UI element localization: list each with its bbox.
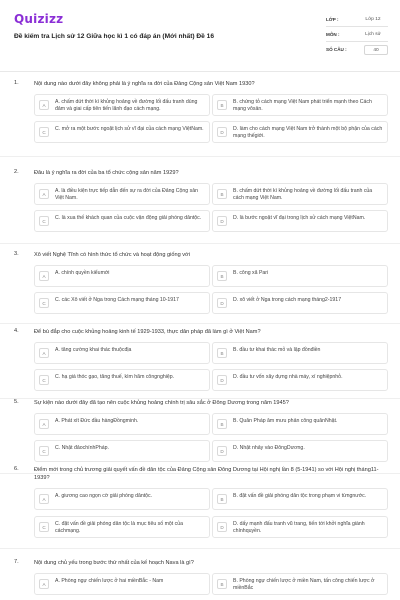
option-text: A. giương cao ngọn cờ giải phóng dântộc. xyxy=(55,493,153,499)
option-letter-c: C xyxy=(39,375,49,385)
option-b[interactable] xyxy=(212,183,388,205)
meta-class-label: LỚP : xyxy=(326,16,339,22)
option-text: D. là bước ngoặt vĩ đại trong lịch sử cách mạng ViệtNam. xyxy=(233,215,366,221)
question-divider xyxy=(0,323,400,324)
option-b[interactable] xyxy=(212,342,388,364)
option-text: B. Quân Pháp âm mưu phản công quânNhật. xyxy=(233,418,338,424)
question-number: 2. xyxy=(14,169,19,175)
option-text: D. làm cho cách mạng Việt Nam trở thành một bộ phận của cách mạng thếgiới. xyxy=(233,126,383,139)
option-text: B. chứng tỏ cách mạng Việt Nam phát triển mạnh theo Cách mạng vôsản. xyxy=(233,99,372,112)
question-divider xyxy=(0,156,400,157)
quizizz-logo[interactable]: Quizizz xyxy=(14,12,64,26)
question-number: 7. xyxy=(14,559,19,565)
option-letter-b: B xyxy=(217,189,227,199)
option-b[interactable] xyxy=(212,488,388,510)
option-c[interactable] xyxy=(34,440,210,462)
option-letter-b: B xyxy=(217,419,227,429)
meta-subject-row xyxy=(326,27,388,42)
option-a[interactable] xyxy=(34,183,210,205)
option-letter-d: D xyxy=(217,127,227,137)
option-letter-d: D xyxy=(217,522,227,532)
question-number: 6. xyxy=(14,466,19,472)
option-d[interactable] xyxy=(212,369,388,391)
option-c[interactable] xyxy=(34,369,210,391)
option-text: C. đặt vấn đề giải phóng dân tộc là mục tiêu số một của cáchmạng. xyxy=(55,521,184,534)
option-text: B. đặt vấn đề giải phóng dân tộc trong phạm vi từngnước. xyxy=(233,493,367,499)
option-c[interactable] xyxy=(34,516,210,538)
option-b[interactable] xyxy=(212,413,388,435)
option-a[interactable] xyxy=(34,94,210,116)
option-text: B. công xã Pari xyxy=(233,270,269,276)
option-text: C. là xua thế khách quan của cuộc vận động giải phóng dântộc. xyxy=(55,215,202,221)
question-number: 4. xyxy=(14,328,19,334)
option-letter-a: A xyxy=(39,100,49,110)
header-divider xyxy=(0,71,400,72)
option-a[interactable] xyxy=(34,573,210,595)
option-text: A. là điều kiện trực tiếp dẫn đến sự ra đời của Đảng Cộng sản Việt Nam. xyxy=(55,188,198,201)
meta-class-row xyxy=(326,12,388,27)
question-number: 3. xyxy=(14,251,19,257)
option-text: A. Phát xít Đức đầu hàngĐồngminh. xyxy=(55,418,139,424)
meta-class-value: Lớp 12 xyxy=(365,16,381,22)
option-b[interactable] xyxy=(212,573,388,595)
option-d[interactable] xyxy=(212,292,388,314)
meta-count-label: SỐ CÂU : xyxy=(326,47,347,52)
question-divider xyxy=(0,548,400,549)
option-letter-c: C xyxy=(39,446,49,456)
option-text: B. đầu tư khai thác mỏ và lập đồnđiền xyxy=(233,347,321,353)
option-text: C. mở ra một bước ngoặt lịch sử vĩ đại của cách mạng ViệtNam. xyxy=(55,126,204,132)
option-a[interactable] xyxy=(34,342,210,364)
option-b[interactable] xyxy=(212,265,388,287)
option-letter-d: D xyxy=(217,446,227,456)
option-text: C. hạ giá thóc gạo, tăng thuế, kìm hãm côngnghiệp. xyxy=(55,374,175,380)
question-text: Xô viết Nghệ Tĩnh có hình thức tổ chức và hoạt động giống với xyxy=(34,252,190,258)
option-text: B. chấm dứt thời kì khủng hoảng về đường lối đấu tranh của cách mạng Việt Nam. xyxy=(233,188,373,201)
option-d[interactable] xyxy=(212,210,388,232)
option-d[interactable] xyxy=(212,121,388,143)
document-meta xyxy=(326,12,388,57)
question-text: Sự kiện nào dưới đây đã tạo nên cuộc khủng hoảng chính trị sâu sắc ở Đông Dương trong năm 1945? xyxy=(34,400,289,406)
option-letter-a: A xyxy=(39,189,49,199)
option-letter-c: C xyxy=(39,298,49,308)
option-letter-c: C xyxy=(39,216,49,226)
option-letter-b: B xyxy=(217,348,227,358)
option-letter-c: C xyxy=(39,127,49,137)
option-c[interactable] xyxy=(34,210,210,232)
option-text: D. dấy mạnh đấu tranh vũ trang, tiến tới khởi nghĩa giành chínhquyền. xyxy=(233,521,365,534)
option-letter-b: B xyxy=(217,100,227,110)
option-text: C. Nhật đảochínhPháp. xyxy=(55,445,109,451)
question-divider xyxy=(0,243,400,244)
option-text: A. chấm dứt thời kì khủng hoảng về đường lối đấu tranh dùng đảm và giai cấp tiên tiến lãnh đạo cách mạng. xyxy=(55,99,198,112)
question-text: Đâu là ý nghĩa ra đời của ba tổ chức cộng sản năm 1929? xyxy=(34,170,179,176)
meta-count-row xyxy=(326,42,388,57)
option-b[interactable] xyxy=(212,94,388,116)
option-letter-a: A xyxy=(39,348,49,358)
option-text: D. đầu tư vốn xây dựng nhà máy, xí nghiệpnhỏ. xyxy=(233,374,343,380)
option-a[interactable] xyxy=(34,265,210,287)
option-letter-b: B xyxy=(217,579,227,589)
option-d[interactable] xyxy=(212,516,388,538)
meta-subject-label: MÔN : xyxy=(326,31,340,37)
option-text: C. các Xô viết ở Nga trong Cách mạng tháng 10-1917 xyxy=(55,297,179,303)
option-letter-a: A xyxy=(39,579,49,589)
option-text: D. Nhật nhảy vào ĐôngDương. xyxy=(233,445,305,451)
question-text: Nội dung nào dưới đây không phải là ý nghĩa ra đời của Đảng Cộng sản Việt Nam 1930? xyxy=(34,81,255,87)
option-letter-d: D xyxy=(217,298,227,308)
option-letter-d: D xyxy=(217,216,227,226)
option-a[interactable] xyxy=(34,413,210,435)
option-letter-b: B xyxy=(217,494,227,504)
option-text: A. Phòng ngự chiến lược ở hai miềnBắc - Nam xyxy=(55,578,164,584)
option-text: D. xô viết ở Nga trong cách mạng tháng2-1917 xyxy=(233,297,342,303)
option-a[interactable] xyxy=(34,488,210,510)
option-letter-d: D xyxy=(217,375,227,385)
document-title: Đề kiểm tra Lịch sử 12 Giữa học kì 1 có đáp án (Mới nhất) Đề 16 xyxy=(14,33,215,40)
option-letter-a: A xyxy=(39,494,49,504)
meta-subject-value: Lịch sử xyxy=(365,31,381,37)
question-text: Để bù đắp cho cuộc khủng hoảng kinh tế 1929-1933, thực dân pháp đã làm gì ở Việt Nam? xyxy=(34,329,261,335)
meta-count-value: 40 xyxy=(364,45,388,55)
option-d[interactable] xyxy=(212,440,388,462)
page-header xyxy=(0,0,400,72)
option-text: A. chính quyền kiểumới xyxy=(55,270,110,276)
option-c[interactable] xyxy=(34,121,210,143)
option-letter-a: A xyxy=(39,419,49,429)
question-number: 1. xyxy=(14,80,19,86)
option-letter-a: A xyxy=(39,271,49,281)
option-c[interactable] xyxy=(34,292,210,314)
option-text: B. Phòng ngự chiến lược ở miền Nam, tấn công chiến lược ở miềnBắc xyxy=(233,578,375,591)
option-text: A. tăng cường khai thác thuộcđịa xyxy=(55,347,132,353)
option-letter-b: B xyxy=(217,271,227,281)
question-text: Điểm mới trong chủ trương giải quyết vấn đề dân tộc của Đảng Cộng sản Đông Dương tại Hội nghị lần 8 (5-1941) so với Hội nghị tháng11-1939? xyxy=(34,467,379,481)
option-letter-c: C xyxy=(39,522,49,532)
question-text: Nội dung chủ yếu trong bước thứ nhất của kế hoạch Nava là gì? xyxy=(34,560,194,566)
question-number: 5. xyxy=(14,399,19,405)
